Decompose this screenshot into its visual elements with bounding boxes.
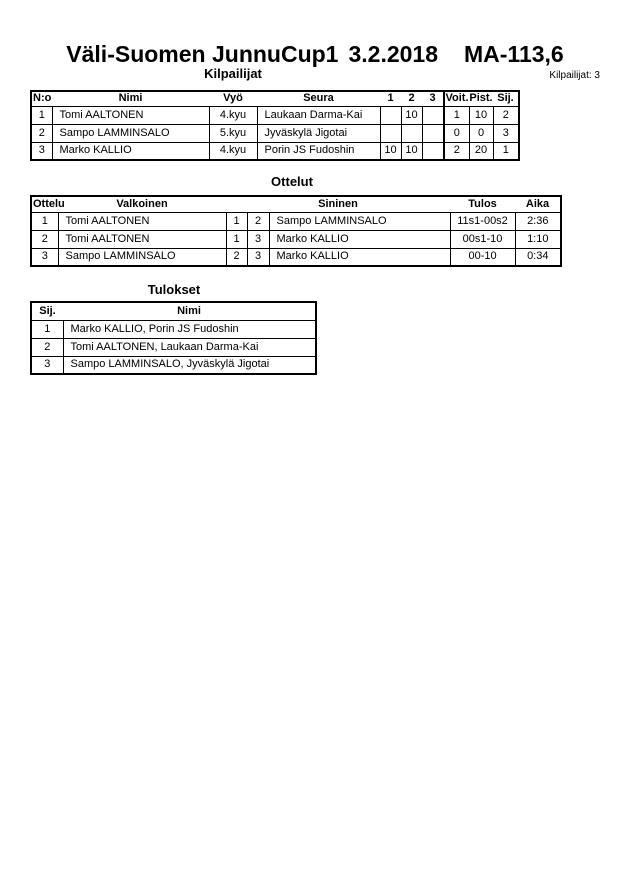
table-cell [380, 124, 401, 142]
table-cell: 3 [493, 124, 519, 142]
column-header-round3: 3 [422, 91, 444, 106]
ottelut-table [30, 195, 562, 267]
column-header-vyo: Vyö [209, 91, 257, 106]
table-cell: 1 [226, 230, 247, 248]
table-cell: 10 [401, 106, 422, 124]
table-cell: 4.kyu [209, 106, 257, 124]
table-cell: 0 [469, 124, 493, 142]
table-cell: 1 [31, 212, 58, 230]
table-cell: 1 [31, 106, 52, 124]
table-cell: 10 [469, 106, 493, 124]
column-header-sij: Sij. [493, 91, 519, 106]
table-cell: 2 [493, 106, 519, 124]
table-header-row [31, 91, 519, 106]
table-cell [380, 106, 401, 124]
table-cell: 10 [380, 142, 401, 160]
table-cell: 2 [247, 212, 269, 230]
page-title [0, 41, 630, 68]
table-cell: 1:10 [515, 230, 561, 248]
table-cell: Tomi AALTONEN [58, 212, 226, 230]
table-cell: 3 [247, 248, 269, 266]
table-cell: 2 [31, 338, 63, 356]
title-category: MA-113,6 [464, 41, 564, 67]
table-row [31, 124, 519, 142]
table-cell: 5.kyu [209, 124, 257, 142]
table-cell: 11s1-00s2 [450, 212, 515, 230]
table-cell: Porin JS Fudoshin [257, 142, 380, 160]
column-header-seura: Seura [257, 91, 380, 106]
table-cell: 1 [31, 320, 63, 338]
table-header-row [31, 302, 316, 320]
table-row [31, 142, 519, 160]
table-header-row [31, 196, 561, 212]
column-header-valkoinen: Valkoinen [58, 196, 226, 212]
column-header-nimi: Nimi [52, 91, 209, 106]
table-cell: 10 [401, 142, 422, 160]
table-cell: 2 [31, 230, 58, 248]
column-header-no: N:o [33, 92, 52, 105]
column-header-sininen: Sininen [226, 196, 450, 212]
table-cell: Laukaan Darma-Kai [257, 106, 380, 124]
table-cell: 1 [493, 142, 519, 160]
table-cell: 1 [444, 106, 469, 124]
table-cell: Sampo LAMMINSALO [269, 212, 450, 230]
table-cell: 2 [31, 124, 52, 142]
table-cell: 00-10 [450, 248, 515, 266]
table-cell: Sampo LAMMINSALO [58, 248, 226, 266]
table-row [31, 248, 561, 266]
section-heading-kilpailijat: Kilpailijat [204, 66, 262, 81]
section-heading-tulokset: Tulokset [147, 282, 201, 297]
table-row [31, 212, 561, 230]
table-cell: 3 [31, 142, 52, 160]
table-cell: 1 [226, 212, 247, 230]
column-header-pist: Pist. [469, 92, 493, 105]
column-header-round2: 2 [401, 91, 422, 106]
table-cell [401, 124, 422, 142]
table-cell: 20 [469, 142, 493, 160]
table-cell: 2 [226, 248, 247, 266]
table-cell: Sampo LAMMINSALO, Jyväskylä Jigotai [63, 356, 316, 374]
table-cell [422, 142, 444, 160]
competitors-count: Kilpailijat: 3 [549, 70, 600, 81]
table-cell: 3 [31, 248, 58, 266]
table-cell: 0 [444, 124, 469, 142]
column-header-round1: 1 [380, 91, 401, 106]
table-cell: 2 [444, 142, 469, 160]
kilpailijat-table [30, 90, 520, 161]
table-cell: Tomi AALTONEN [58, 230, 226, 248]
table-cell: Sampo LAMMINSALO [52, 124, 209, 142]
table-cell: Marko KALLIO [269, 230, 450, 248]
table-cell: 2:36 [515, 212, 561, 230]
table-row [31, 230, 561, 248]
tulokset-table [30, 301, 317, 375]
table-cell [422, 106, 444, 124]
table-cell: Tomi AALTONEN [52, 106, 209, 124]
table-cell: 0:34 [515, 248, 561, 266]
table-cell: 00s1-10 [450, 230, 515, 248]
table-cell: 3 [31, 356, 63, 374]
table-cell: 3 [247, 230, 269, 248]
column-header-voit: Voit. [445, 92, 469, 105]
table-row [31, 320, 316, 338]
column-header-aika: Aika [515, 196, 561, 212]
section-heading-ottelut: Ottelut [271, 174, 313, 189]
table-cell: Tomi AALTONEN, Laukaan Darma-Kai [63, 338, 316, 356]
column-header-ottelu: Ottelu [31, 196, 58, 212]
table-cell [422, 124, 444, 142]
table-row [31, 106, 519, 124]
table-cell: Marko KALLIO [269, 248, 450, 266]
column-header-sij: Sij. [31, 302, 63, 320]
title-event: Väli-Suomen JunnuCup1 [66, 41, 339, 67]
title-date: 3.2.2018 [348, 41, 438, 67]
table-cell: 4.kyu [209, 142, 257, 160]
column-header-tulos: Tulos [450, 196, 515, 212]
table-row [31, 338, 316, 356]
table-cell: Marko KALLIO [52, 142, 209, 160]
table-cell: Jyväskylä Jigotai [257, 124, 380, 142]
table-cell: Marko KALLIO, Porin JS Fudoshin [63, 320, 316, 338]
table-row [31, 356, 316, 374]
column-header-nimi: Nimi [63, 302, 316, 320]
